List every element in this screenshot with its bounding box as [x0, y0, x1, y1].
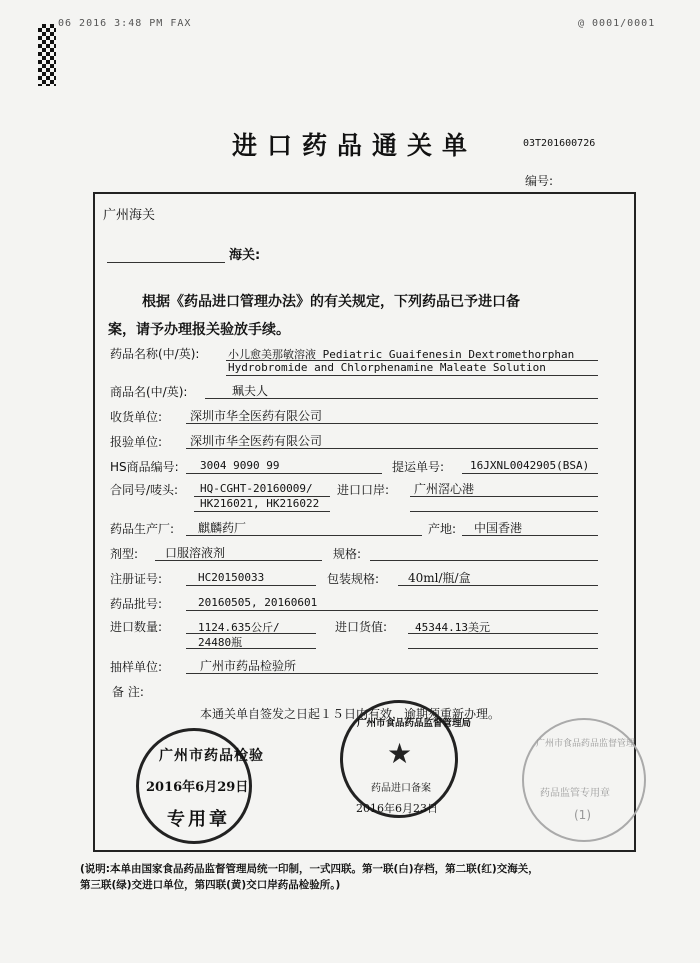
- sign-date-left: 2016年6月29日: [146, 780, 249, 795]
- spec-underline: [370, 560, 598, 561]
- drug-name-underline-2: [226, 375, 598, 376]
- registration-value: HC20150033: [198, 571, 265, 584]
- contract-underline-2: [194, 511, 330, 512]
- hs-code-value: 3004 9090 99: [200, 459, 280, 472]
- inspection-unit-label: 报验单位:: [110, 435, 163, 449]
- port-underline-2: [410, 511, 598, 512]
- trade-name-underline: [205, 398, 598, 399]
- remarks-label: 备 注:: [112, 685, 144, 699]
- quantity-line-1: 1124.635公斤/: [198, 621, 280, 634]
- intro-line-1: 根据《药品进口管理办法》的有关规定，下列药品已予进口备: [142, 294, 520, 310]
- package-underline: [398, 585, 598, 586]
- stamp-left-top-text: 广州市药品检验: [159, 748, 264, 764]
- quantity-underline-2: [186, 648, 316, 649]
- stamp-right-sub: 药品监管专用章: [540, 788, 610, 799]
- sampling-unit-underline: [186, 673, 598, 674]
- hs-code-underline: [186, 473, 382, 474]
- hs-code-label: HS商品编号:: [110, 460, 179, 474]
- price-label: 进口货值:: [335, 620, 388, 634]
- footer-note-line-2: 第三联(绿)交进口单位，第四联(黄)交口岸药品检验所。): [80, 879, 341, 891]
- consignee-underline: [186, 423, 598, 424]
- contract-line-1: HQ-CGHT-20160009/: [200, 482, 313, 495]
- manufacturer-label: 药品生产厂:: [110, 522, 175, 536]
- origin-label: 产地:: [428, 522, 457, 536]
- port-underline: [410, 496, 598, 497]
- manufacturer-value: 麒麟药厂: [198, 521, 247, 535]
- batch-underline: [186, 610, 598, 611]
- footer-note-line-1: (说明:本单由国家食品药品监督管理局统一印制，一式四联。第一联(白)存档，第二联(红)交海关，: [80, 863, 539, 875]
- stamp-center-text: 广州市食品药品监督管理局: [357, 718, 472, 729]
- inspection-unit-value: 深圳市华全医药有限公司: [190, 434, 323, 448]
- customs-suffix: 海关:: [229, 248, 261, 263]
- number-label: 编号:: [525, 174, 554, 188]
- trade-name-label: 商品名(中/英):: [110, 385, 188, 399]
- fax-header-left: 06 2016 3:48 PM FAX: [58, 18, 192, 29]
- dosage-form-label: 剂型:: [110, 547, 139, 561]
- bill-number-value: 16JXNL0042905(BSA): [470, 459, 590, 472]
- price-underline: [408, 633, 598, 634]
- stamp-center-sub: 药品进口备案: [371, 783, 431, 794]
- fax-header-right: @ 0001/0001: [578, 18, 656, 29]
- batch-label: 药品批号:: [110, 597, 163, 611]
- customs-name: 广州海关: [103, 208, 156, 223]
- inspection-unit-underline: [186, 448, 598, 449]
- registration-label: 注册证号:: [110, 572, 163, 586]
- consignee-value: 深圳市华全医药有限公司: [190, 409, 323, 423]
- batch-value: 20160505, 20160601: [198, 596, 318, 609]
- drug-name-label: 药品名称(中/英):: [110, 347, 200, 361]
- price-value: 45344.13美元: [415, 621, 490, 634]
- dosage-form-underline: [155, 560, 322, 561]
- validity-note: 本通关单自签发之日起１５日内有效，逾期须重新办理。: [200, 707, 501, 721]
- intro-line-2: 案，请予办理报关验放手续。: [108, 322, 290, 338]
- drug-name-line-1: 小儿愈美那敏溶液 Pediatric Guaifenesin Dextromethorphan: [228, 348, 575, 361]
- spec-label: 规格:: [333, 547, 362, 561]
- fax-marker-icon: [38, 24, 56, 86]
- document-number: 03T201600726: [523, 138, 596, 149]
- customs-blank-line: [107, 262, 225, 263]
- package-label: 包装规格:: [327, 572, 380, 586]
- contract-line-2: HK216021, HK216022: [200, 497, 320, 510]
- bill-number-underline: [462, 473, 598, 474]
- sampling-unit-label: 抽样单位:: [110, 660, 163, 674]
- drug-name-line-2: Hydrobromide and Chlorphenamine Maleate Solution: [228, 361, 546, 374]
- quantity-label: 进口数量:: [110, 620, 163, 634]
- consignee-label: 收货单位:: [110, 410, 163, 424]
- registration-underline: [186, 585, 316, 586]
- price-underline-2: [408, 648, 598, 649]
- bill-number-label: 提运单号:: [392, 460, 445, 474]
- sampling-unit-value: 广州市药品检验所: [200, 659, 297, 673]
- quantity-line-2: 24480瓶: [198, 636, 243, 649]
- contract-label: 合同号/唛头:: [110, 483, 179, 497]
- document-title: 进口药品通关单: [232, 131, 478, 160]
- trade-name-value: 珮夫人: [232, 384, 269, 398]
- stamp-right-text: 广州市食品药品监督管理: [536, 739, 636, 749]
- star-icon: ★: [387, 737, 413, 770]
- package-value: 40ml/瓶/盒: [408, 571, 471, 585]
- origin-value: 中国香港: [474, 521, 523, 535]
- stamp-left-bottom-text: 专用章: [167, 809, 230, 830]
- port-label: 进口口岸:: [337, 483, 390, 497]
- manufacturer-underline: [186, 535, 422, 536]
- port-value: 广州滘心港: [414, 482, 475, 496]
- origin-underline: [462, 535, 598, 536]
- faint-stamp: [522, 718, 646, 842]
- dosage-form-value: 口服溶液剂: [165, 546, 226, 560]
- stamp-right-num: (1): [574, 808, 591, 822]
- sign-date-center: 2016年6月23日: [356, 802, 438, 815]
